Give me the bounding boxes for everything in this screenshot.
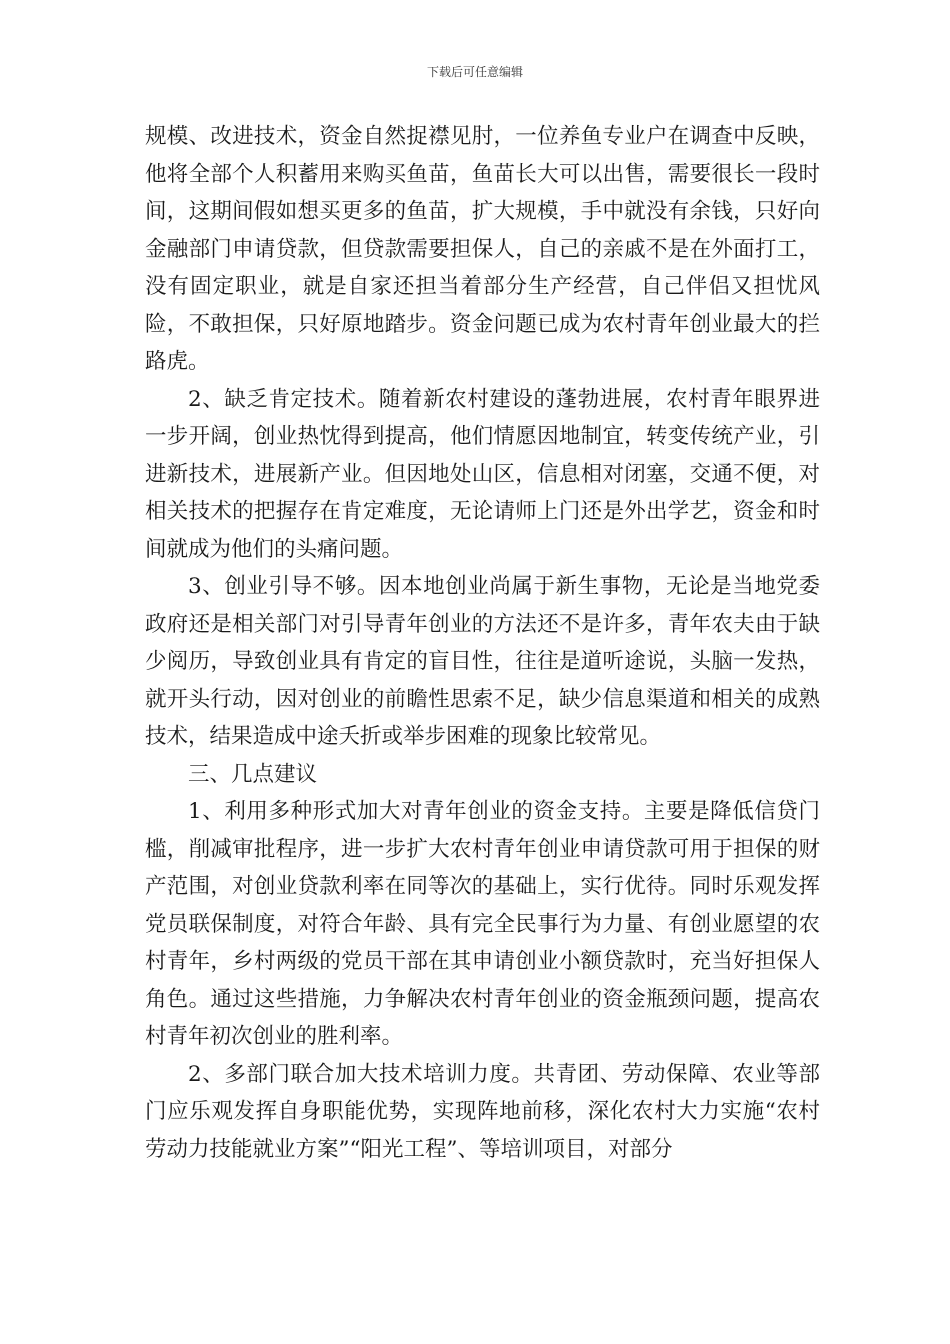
paragraph-funding-support: 1、利用多种形式加大对青年创业的资金支持。主要是降低信贷门槛，削减审批程序，进一步扩大农村青年创业申请贷款可用于担保的财产范围，对创业贷款利率在同等次的基础上，实行优待。同时乐观发挥党员联保制度，对符合年龄、具有完全民事行为力量、有创业愿望的农村青年，乡村两级的党员干部在其申请创业小额贷款时，充当好担保人角色。通过这些措施，力争解决农村青年创业的资金瓶颈问题，提高农村青年初次创业的胜利率。 xyxy=(145,799,820,1049)
paragraph-technical-training: 2、多部门联合加大技术培训力度。共青团、劳动保障、农业等部门应乐观发挥自身职能优势，实现阵地前移，深化农村大力实施“农村劳动力技能就业方案”“阳光工程”、等培训项目，对部分 xyxy=(145,1061,820,1162)
paragraph-funding-problem: 规模、改进技术，资金自然捉襟见肘，一位养鱼专业户在调查中反映，他将全部个人积蓄用来购买鱼苗，鱼苗长大可以出售，需要很长一段时间，这期间假如想买更多的鱼苗，扩大规模，手中就没有余钱，只好向金融部门申请贷款，但贷款需要担保人，自己的亲戚不是在外面打工，没有固定职业，就是自家还担当着部分生产经营，自己伴侣又担忧风险，不敢担保，只好原地踏步。资金问题已成为农村青年创业最大的拦路虎。 xyxy=(145,124,820,374)
paragraph-insufficient-guidance: 3、创业引导不够。因本地创业尚属于新生事物，无论是当地党委政府还是相关部门对引导青年创业的方法还不是许多，青年农夫由于缺少阅历，导致创业具有肯定的盲目性，往往是道听途说，头脑一发热，就开头行动，因对创业的前瞻性思索不足，缺少信息渠道和相关的成熟技术，结果造成中途夭折或举步困难的现象比较常见。 xyxy=(145,574,820,749)
document-body xyxy=(145,118,820,1168)
paragraph-lack-of-technology: 2、缺乏肯定技术。随着新农村建设的蓬勃进展，农村青年眼界进一步开阔，创业热忱得到提高，他们情愿因地制宜，转变传统产业，引进新技术，进展新产业。但因地处山区，信息相对闭塞，交通不便，对相关技术的把握存在肯定难度，无论请师上门还是外出学艺，资金和时间就成为他们的头痛问题。 xyxy=(145,386,820,562)
page-header-note: 下载后可任意编辑 xyxy=(426,65,523,79)
section-heading-suggestions: 三、几点建议 xyxy=(188,761,318,787)
